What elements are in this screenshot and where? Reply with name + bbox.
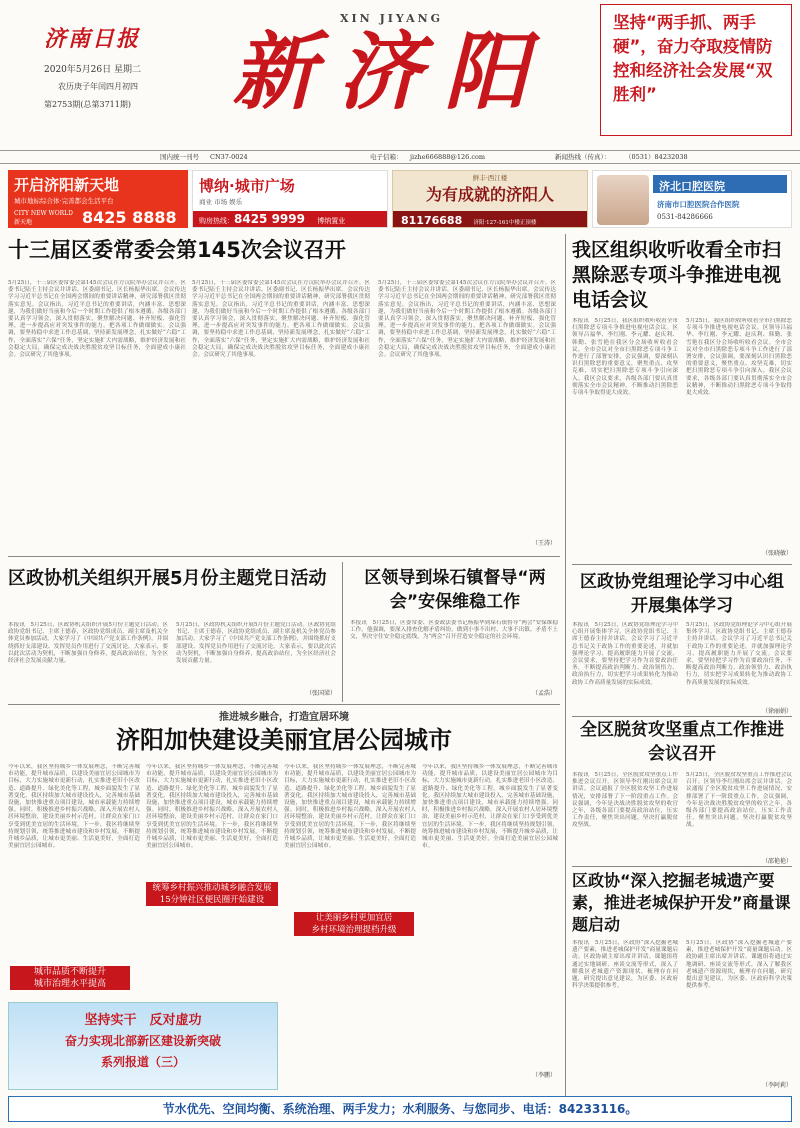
article-body: 5月25日，区政协机关组织开展5月份主题党日活动。区政协党组书记、主席王德春，区政协党组成员、副主席及机关全体党员参加活动。大家学习了《中国共产党支部工作条例》，并围绕抓好支部建设、发挥党员作用进行了交流讨论。大家表示，要以此次活动为契机，不断加强自身修养，提高政治站位，为全区经济社会发展贡献力量。 [176, 622, 336, 665]
ad-phone-bar [193, 211, 387, 227]
divider [8, 704, 560, 705]
footer-text: 节水优先、空间均衡、系统治理、两手发力；水利服务、与您同步、电话：84233116。 [162, 1102, 638, 1116]
ad-bona[interactable] [192, 170, 388, 228]
article-credit: （王涛） [531, 540, 556, 547]
ad-brand: CITY NEW WORLD 新天地 [14, 210, 73, 226]
subhead-tag [146, 882, 278, 906]
article-body: 5月25日，十三届区委常委会第145次会议在方汉院举办会议并召开。区委书记陆壬主持会议并讲话，区委副书记、区长杨振华出席。会议传达学习习近平总书记在全国两会期间的重要讲话精神，研究部署我区贯彻落实意见。会议指出，习近平总书记的重要讲话，内涵丰富、思想深邃，为我们做好当前和今后一个时期工作提供了根本遵循。各级各部门要认真学习领会，深入贯彻落实，聚焦解决问题、补齐短板、强化管理，进一步提高应对突发事件的能力，把各项工作做细做实。会议强调，要坚持稳中求进工作总基调，坚持新发展理念，扎实做好“六稳”工作，全面落实“六保”任务，坚定实施扩大内需战略，维护经济发展和社会稳定大局，确保完成决战决胜脱贫攻坚目标任务，全面建成小康社会。会议研究了其他事项。 [8, 280, 186, 359]
hotline: （0531）84232038 [625, 153, 688, 161]
divider [572, 564, 792, 565]
ad-phone: 81176688 [401, 214, 463, 227]
ad-phone-label: 购房热线： [199, 217, 234, 225]
article-body: 5月25日，全区脱贫攻坚重点工作推进会议召开。区领导李红刚出席会议并讲话。会议通报了全区脱贫攻坚工作进展情况，安排部署了下一阶段重点工作。会议强调，今年是决战决胜脱贫攻坚的收官之年，各级各部门要提高政治站位，压实工作责任，聚焦突出问题，坚决打赢脱贫攻坚战。 [686, 772, 792, 829]
article-body: 5月25日，区政协党组理论学习中心组开展集体学习。区政协党组书记、主席王德春主持并讲话。会议学习了习近平总书记关于政协工作的重要论述，并就加强理论学习、提高履职能力开展了交流。会议要求，要坚持把学习作为首要政治任务，不断提高政治判断力、政治领悟力、政治执行力，切实把学习成果转化为推动政协工作高质量发展的实际成效。 [686, 622, 792, 686]
ad-phone: 0531-84286666 [657, 213, 713, 221]
footer-banner [8, 1096, 792, 1122]
article-title[interactable]: 区政协“深入挖掘老城遗产要素，推进老城保护开发”商量课题启动 [572, 871, 791, 934]
divider [8, 556, 560, 557]
promo-line-3: 系列报道（三） [100, 1055, 185, 1069]
subhead-line: 乡村环境治理提档升级 [311, 925, 397, 935]
article-body: 今年以来，我区坚持城乡一体发展理念，不断完善城市功能，提升城市品质，以建设美丽宜居公园城市为目标，大力实施城市更新行动，扎实推进老旧小区改造、道路提升、绿化美化等工程，城乡面貌发生了显著变化。我区持续加大城市建设投入，完善城市基础设施，加快推进重点项目建设，城市承载能力持续增强。同时，积极推进乡村振兴战略，深入开展农村人居环境整治，建设美丽乡村示范村，让群众在家门口享受到优美宜居的生活环境。下一步，我区将继续坚持规划引领，统筹推进城市建设和乡村发展，不断提升城乡品质，让城市更美丽、生活更美好，全面打造美丽宜居公园城市。 [284, 764, 416, 850]
paper-pinyin: XIN JIYANG [340, 12, 444, 25]
divider [342, 562, 343, 702]
paper-title: 新济阳 [232, 22, 551, 121]
article-credit: （邵艳艳） [761, 858, 792, 865]
ad-dental[interactable] [592, 170, 792, 228]
ad-address: 济阳·127-161中楼正顶楼 [473, 220, 537, 226]
divider [572, 866, 792, 867]
article-body: 本报讯 5月25日，区政协机关组织开展5月份主题党日活动。区政协党组书记、主席王德春，区政协党组成员、副主席及机关全体党员参加活动。大家学习了《中国共产党支部工作条例》，并围绕抓好支部建设、发挥党员作用进行了交流讨论。大家表示，要以此次活动为契机，不断加强自身修养，提高政治站位，为全区经济社会发展贡献力量。 [8, 622, 168, 665]
subhead-line: 城市品质不断提升 [33, 967, 106, 977]
article-body: 本报讯 5月25日，区政协党组理论学习中心组开展集体学习。区政协党组书记、主席王德春主持并讲话。会议学习了习近平总书记关于政协工作的重要论述，并就加强理论学习、提高履职能力开展了交流。会议要求，要坚持把学习作为首要政治任务，不断提高政治判断力、政治领悟力、政治执行力，切实把学习成果转化为推动政协工作高质量发展的实际成效。 [572, 622, 678, 686]
ad-title: 博纳·城市广场 [199, 177, 295, 195]
article-title[interactable]: 我区组织收听收看全市扫黑除恶专项斗争推进电视电话会议 [572, 239, 782, 311]
article-body: 5月25日，区政协“深入挖掘老城遗产要素，推进老城保护开发”商量课题启动。区政协副主席出席并讲话。课题组将通过实地调研、座谈交流等形式，深入了解我区老城遗产资源现状，梳理存在问题，研究提出意见建议，为区委、区政府科学决策提供参考。 [686, 940, 792, 990]
ad-top: 鲜丰·西江楼 [472, 174, 508, 182]
ad-subtitle: 济南市口腔医院合作医院 [657, 200, 740, 209]
promo-banner[interactable] [8, 1002, 278, 1090]
article-title[interactable]: 区政协机关组织开展5月份主题党日活动 [8, 568, 327, 589]
ad-subtitle: 城市地标综合体·完善都会生活平台 [14, 197, 114, 205]
article-credit: （徐丽娟） [761, 708, 792, 715]
headline-box-text: 坚持“两手抓、两手硬”，奋力夺取疫情防控和经济社会发展“双胜利” [613, 13, 773, 104]
subhead-line: 统筹乡村振兴推动城乡融合发展 [152, 883, 272, 893]
issue-number: 第2753期(总第3711期) [44, 100, 131, 109]
ad-title: 为有成就的济阳人 [425, 185, 554, 204]
article-body-col [8, 280, 186, 550]
article-credit: （李阿莉） [761, 1082, 792, 1089]
hotline-label: 新闻热线（传真）： [555, 153, 611, 161]
subhead-line: 15分钟社区便民圈开始建设 [159, 895, 265, 905]
article-credit: （孟浩） [531, 690, 556, 697]
article-title[interactable]: 十三届区委常委会第145次会议召开 [8, 238, 346, 262]
ad-restaurant[interactable] [392, 170, 588, 228]
date-line: 2020年5月26日 星期二 [44, 65, 141, 75]
paper-name: 济南日报 [44, 26, 141, 52]
email[interactable]: jizhe666888@126.com [410, 153, 486, 161]
ad-title: 开启济阳新天地 [14, 176, 120, 194]
divider [572, 716, 792, 717]
article-body: 今年以来，我区坚持城乡一体发展理念，不断完善城市功能，提升城市品质，以建设美丽宜居公园城市为目标，大力实施城市更新行动，扎实推进老旧小区改造、道路提升、绿化美化等工程，城乡面貌发生了显著变化。我区持续加大城市建设投入，完善城市基础设施，加快推进重点项目建设，城市承载能力持续增强。同时，积极推进乡村振兴战略，深入开展农村人居环境整治，建设美丽乡村示范村，让群众在家门口享受到优美宜居的生活环境。下一步，我区将继续坚持规划引领，统筹推进城市建设和乡村发展，不断提升城乡品质，让城市更美丽、生活更美好，全面打造美丽宜居公园城市。 [8, 764, 140, 850]
article-title[interactable]: 区政协党组理论学习中心组开展集体学习 [580, 572, 784, 616]
email-label: 电子信箱： [370, 153, 403, 161]
promo-line-1: 坚持实干 反对虚功 [84, 1013, 202, 1028]
ad-title-bar [653, 175, 787, 193]
article-body: 本报讯 5月25日，全区脱贫攻坚重点工作推进会议召开。区领导李红刚出席会议并讲话。会议通报了全区脱贫攻坚工作进展情况，安排部署了下一阶段重点工作。会议强调，今年是决战决胜脱贫攻坚的收官之年，各级各部门要提高政治站位，压实工作责任，聚焦突出问题，坚决打赢脱贫攻坚战。 [572, 772, 678, 829]
article-credit: （李鹏） [531, 1072, 556, 1079]
ad-phone: 8425 9999 [234, 212, 305, 226]
subhead-line: 城市治理水平提高 [33, 979, 106, 989]
article-title[interactable]: 济阳加快建设美丽宜居公园城市 [116, 726, 452, 754]
divider [565, 234, 566, 1114]
article-body: 5月25日，十三届区委常委会第145次会议在方汉院举办会议并召开。区委书记陆壬主持会议并讲话，区委副书记、区长杨振华出席。会议传达学习习近平总书记在全国两会期间的重要讲话精神，研究部署我区贯彻落实意见。会议指出，习近平总书记的重要讲话，内涵丰富、思想深邃，为我们做好当前和今后一个时期工作提供了根本遵循。各级各部门要认真学习领会，深入贯彻落实，聚焦解决问题、补齐短板、强化管理，进一步提高应对突发事件的能力，把各项工作做细做实。会议强调，要坚持稳中求进工作总基调，坚持新发展理念，扎实做好“六稳”工作，全面落实“六保”任务，坚定实施扩大内需战略，维护经济发展和社会稳定大局，确保完成决战决胜脱贫攻坚目标任务，全面建成小康社会。会议研究了其他事项。 [378, 280, 556, 359]
article-body: 本报讯 5月25日，区政协“深入挖掘老城遗产要素，推进老城保护开发”商量课题启动。区政协副主席出席并讲话。课题组将通过实地调研、座谈交流等形式，深入了解我区老城遗产资源现状，梳理存在问题，研究提出意见建议，为区委、区政府科学决策提供参考。 [572, 940, 678, 990]
article-title[interactable]: 区领导到垛石镇督导“两会”安保维稳工作 [364, 568, 546, 612]
article-credit: （张晓敏） [761, 550, 792, 557]
ad-phone: 8425 8888 [82, 208, 177, 227]
article-body: 本报讯 5月25日，区委常委、区委政法委书记杨振华到垛石镇督导“两会”安保维稳工作。他强调，要深入排查化解矛盾纠纷，做到小事不出村、大事不出镇、矛盾不上交，坚决守住安全稳定底线，为“两会”召开营造安全稳定的社会环境。 [350, 620, 558, 641]
article-kicker: 推进城乡融合，打造宜居环境 [219, 712, 349, 723]
masthead [0, 0, 800, 150]
ad-subtitle: 商业 市场 娱乐 [199, 198, 243, 206]
serial-label: 国内统一刊号 [160, 153, 199, 161]
ad-title: 济北口腔医院 [659, 180, 725, 193]
article-body: 今年以来，我区坚持城乡一体发展理念，不断完善城市功能，提升城市品质，以建设美丽宜居公园城市为目标，大力实施城市更新行动，扎实推进老旧小区改造、道路提升、绿化美化等工程，城乡面貌发生了显著变化。我区持续加大城市建设投入，完善城市基础设施，加快推进重点项目建设，城市承载能力持续增强。同时，积极推进乡村振兴战略，深入开展农村人居环境整治，建设美丽乡村示范村，让群众在家门口享受到优美宜居的生活环境。下一步，我区将继续坚持规划引领，统筹推进城市建设和乡村发展，不断提升城乡品质，让城市更美丽、生活更美好，全面打造美丽宜居公园城市。 [422, 764, 558, 850]
subhead-tag [294, 912, 414, 936]
promo-line-2: 奋力实现北部新区建设新突破 [64, 1034, 221, 1048]
article-body: 今年以来，我区坚持城乡一体发展理念，不断完善城市功能，提升城市品质，以建设美丽宜居公园城市为目标，大力实施城市更新行动，扎实推进老旧小区改造、道路提升、绿化美化等工程，城乡面貌发生了显著变化。我区持续加大城市建设投入，完善城市基础设施，加快推进重点项目建设，城市承载能力持续增强。同时，积极推进乡村振兴战略，深入开展农村人居环境整治，建设美丽乡村示范村，让群众在家门口享受到优美宜居的生活环境。下一步，我区将继续坚持规划引领，统筹推进城市建设和乡村发展，不断提升城乡品质，让城市更美丽、生活更美好，全面打造美丽宜居公园城市。 [146, 764, 278, 850]
article-body: 本报讯 5月25日，我区组织收听收看全市扫黑除恶专项斗争推进电视电话会议。区领导吕福华、李红刚、李元耀、赵庆利、韩勤、张雪艳在我区分会场收听收看会议。全市会议对全市扫黑除恶专项斗争工作进行了部署安排，会议强调，要深刻认识扫黑除恶的重要意义，聚焦重点、攻坚克难，切实把扫黑除恶专项斗争引向深入。我区会议要求，各级各部门要认真贯彻落实全市会议精神，不断推动扫黑除恶专项斗争取得更大成效。 [572, 318, 678, 397]
article-body: 5月25日，我区组织收听收看全市扫黑除恶专项斗争推进电视电话会议。区领导吕福华、李红刚、李元耀、赵庆利、韩勤、张雪艳在我区分会场收听收看会议。全市会议对全市扫黑除恶专项斗争工作进行了部署安排，会议强调，要深刻认识扫黑除恶的重要意义，聚焦重点、攻坚克难，切实把扫黑除恶专项斗争引向深入。我区会议要求，各级各部门要认真贯彻落实全市会议精神，不断推动扫黑除恶专项斗争取得更大成效。 [686, 318, 792, 397]
headline-box [600, 4, 792, 136]
ad-xintiandi[interactable] [8, 170, 188, 228]
info-bar [0, 150, 800, 164]
ad-phone-bar [393, 211, 587, 227]
article-body: 5月25日，十三届区委常委会第145次会议在方汉院举办会议并召开。区委书记陆壬主持会议并讲话，区委副书记、区长杨振华出席。会议传达学习习近平总书记在全国两会期间的重要讲话精神，研究部署我区贯彻落实意见。会议指出，习近平总书记的重要讲话，内涵丰富、思想深邃，为我们做好当前和今后一个时期工作提供了根本遵循。各级各部门要认真学习领会，深入贯彻落实，聚焦解决问题、补齐短板、强化管理，进一步提高应对突发事件的能力，把各项工作做细做实。会议强调，要坚持稳中求进工作总基调，坚持新发展理念，扎实做好“六稳”工作，全面落实“六保”任务，坚定实施扩大内需战略，维护经济发展和社会稳定大局，确保完成决战决胜脱贫攻坚目标任务，全面建成小康社会。会议研究了其他事项。 [192, 280, 370, 359]
ad-portrait [597, 175, 649, 225]
subhead-tag [10, 966, 130, 990]
ad-brand: 博纳置业 [317, 217, 346, 225]
article-credit: （张国梁） [305, 690, 336, 697]
article-title[interactable]: 全区脱贫攻坚重点工作推进会议召开 [580, 720, 784, 764]
serial-number: CN37-0024 [210, 153, 248, 161]
subhead-line: 让美丽乡村更加宜居 [315, 913, 393, 923]
lunar-date: 农历庚子年闰四月初四 [58, 82, 138, 91]
